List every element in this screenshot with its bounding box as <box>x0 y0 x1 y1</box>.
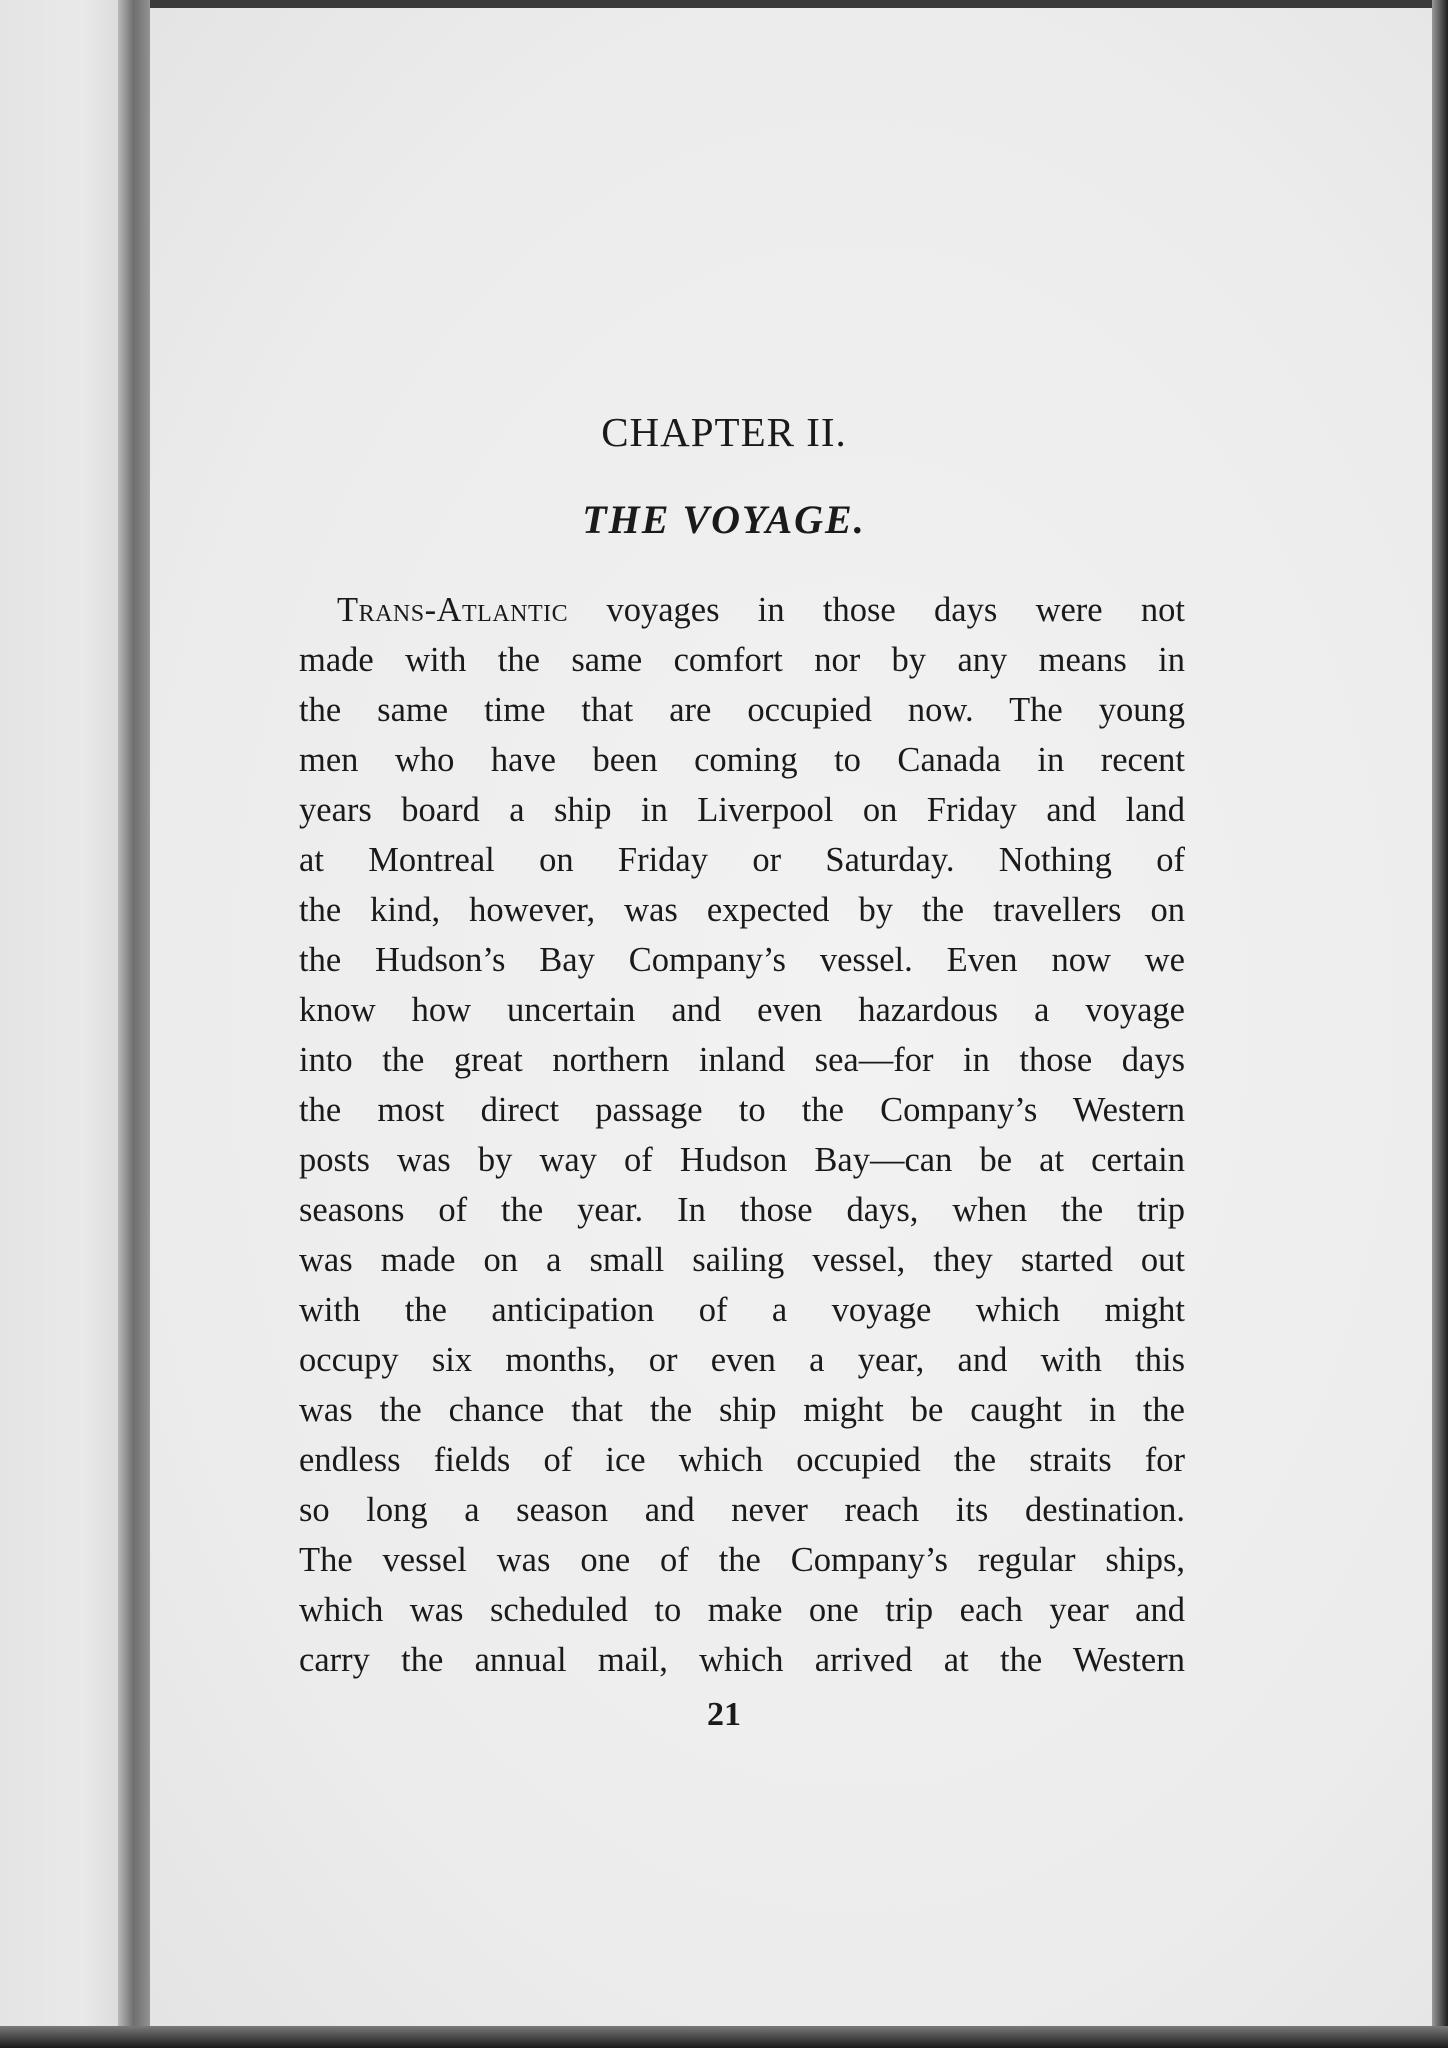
body-paragraph <box>299 585 1185 1685</box>
text-line <box>299 585 1185 635</box>
scan-bottom-edge <box>0 2026 1448 2048</box>
text-line: was made on a small sailing vessel, they started out <box>299 1241 1185 1279</box>
text-line: was the chance that the ship might be caught in the <box>299 1391 1185 1429</box>
text-line: men who have been coming to Canada in recent <box>299 741 1185 779</box>
scan-top-edge <box>150 0 1448 8</box>
text-line: occupy six months, or even a year, and with this <box>299 1341 1185 1379</box>
text-line: The vessel was one of the Company’s regular ships, <box>299 1541 1185 1579</box>
text-line: the kind, however, was expected by the travellers on <box>299 891 1185 929</box>
text-line: carry the annual mail, which arrived at the Western <box>299 1641 1185 1679</box>
text-line: seasons of the year. In those days, when the trip <box>299 1191 1185 1229</box>
text-line-rest: voyages in those days were not <box>568 591 1185 629</box>
text-line: years board a ship in Liverpool on Friday and land <box>299 791 1185 829</box>
facing-page-edge <box>0 0 120 2048</box>
chapter-heading: CHAPTER II. <box>601 409 847 455</box>
text-line: so long a season and never reach its destination. <box>299 1491 1185 1529</box>
text-line: posts was by way of Hudson Bay—can be at certain <box>299 1141 1185 1179</box>
chapter-title: THE VOYAGE. <box>582 497 866 542</box>
text-line: endless fields of ice which occupied the straits for <box>299 1441 1185 1479</box>
text-line: know how uncertain and even hazardous a voyage <box>299 991 1185 1029</box>
text-line: into the great northern inland sea—for in those days <box>299 1041 1185 1079</box>
text-line: at Montreal on Friday or Saturday. Nothing of <box>299 841 1185 879</box>
lead-in-smallcaps: Trans-Atlantic <box>337 591 569 629</box>
text-line: with the anticipation of a voyage which might <box>299 1291 1185 1329</box>
text-line: the most direct passage to the Company’s Western <box>299 1091 1185 1129</box>
text-line: the Hudson’s Bay Company’s vessel. Even now we <box>299 941 1185 979</box>
page-number: 21 <box>707 1696 741 1733</box>
scan-right-edge <box>1432 0 1448 2048</box>
text-line: which was scheduled to make one trip each year and <box>299 1591 1185 1629</box>
text-line: the same time that are occupied now. The young <box>299 691 1185 729</box>
text-line: made with the same comfort nor by any means in <box>299 641 1185 679</box>
